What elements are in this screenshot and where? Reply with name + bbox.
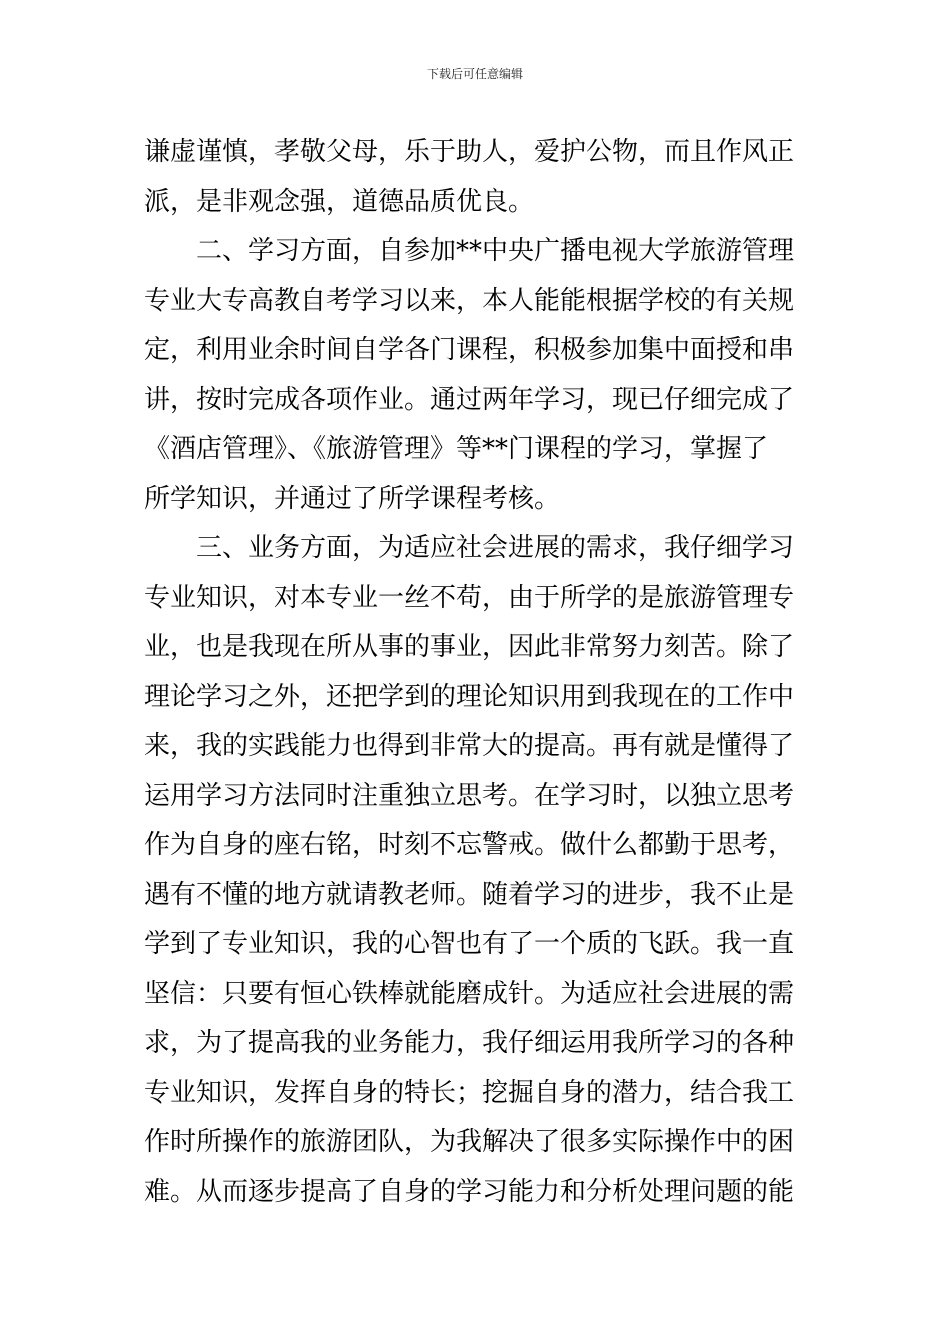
text-line: 专业知识，发挥自身的特长；挖掘自身的潜力，结合我工 — [144, 1077, 795, 1108]
document-body — [144, 128, 814, 1217]
text-line: 作为自身的座右铭，时刻不忘警戒。做什么都勤于思考， — [144, 830, 795, 860]
text-line: 定，利用业余时间自学各门课程，积极参加集中面授和串 — [144, 335, 795, 365]
text-line: 运用学习方法同时注重独立思考。在学习时，以独立思考 — [144, 780, 795, 811]
text-line: 专业大专高教自考学习以来，本人能能根据学校的有关规 — [144, 285, 795, 316]
text-line: 坚信：只要有恒心铁棒就能磨成针。为适应社会进展的需 — [144, 978, 795, 1009]
text-line: 专业知识，对本专业一丝不苟，由于所学的是旅游管理专 — [144, 582, 795, 613]
text-line: 来，我的实践能力也得到非常大的提高。再有就是懂得了 — [144, 731, 795, 761]
text-line: 《酒店管理》、《旅游管理》等**门课程的学习，掌握了 — [144, 434, 769, 464]
paragraph-start-line: 三、业务方面，为适应社会进展的需求，我仔细学习 — [196, 533, 795, 563]
text-line: 所学知识，并通过了所学课程考核。 — [144, 483, 561, 514]
text-line: 派，是非观念强，道德品质优良。 — [144, 186, 535, 217]
text-line: 业，也是我现在所从事的事业，因此非常努力刻苦。除了 — [144, 632, 795, 662]
text-line: 学到了专业知识，我的心智也有了一个质的飞跃。我一直 — [144, 929, 795, 959]
text-line: 讲，按时完成各项作业。通过两年学习，现已仔细完成了 — [144, 384, 795, 415]
text-line: 求，为了提高我的业务能力，我仔细运用我所学习的各种 — [144, 1028, 795, 1058]
text-line: 理论学习之外，还把学到的理论知识用到我现在的工作中 — [144, 681, 795, 712]
text-line: 遇有不懂的地方就请教老师。随着学习的进步，我不止是 — [144, 879, 795, 910]
text-line: 难。从而逐步提高了自身的学习能力和分析处理问题的能 — [144, 1176, 795, 1207]
page-header: 下载后可任意编辑 — [426, 67, 523, 81]
text-line: 作时所操作的旅游团队，为我解决了很多实际操作中的困 — [144, 1127, 795, 1157]
text-line: 谦虚谨慎，孝敬父母，乐于助人，爱护公物，而且作风正 — [144, 137, 795, 167]
paragraph-start-line: 二、学习方面，自参加**中央广播电视大学旅游管理 — [196, 236, 795, 266]
